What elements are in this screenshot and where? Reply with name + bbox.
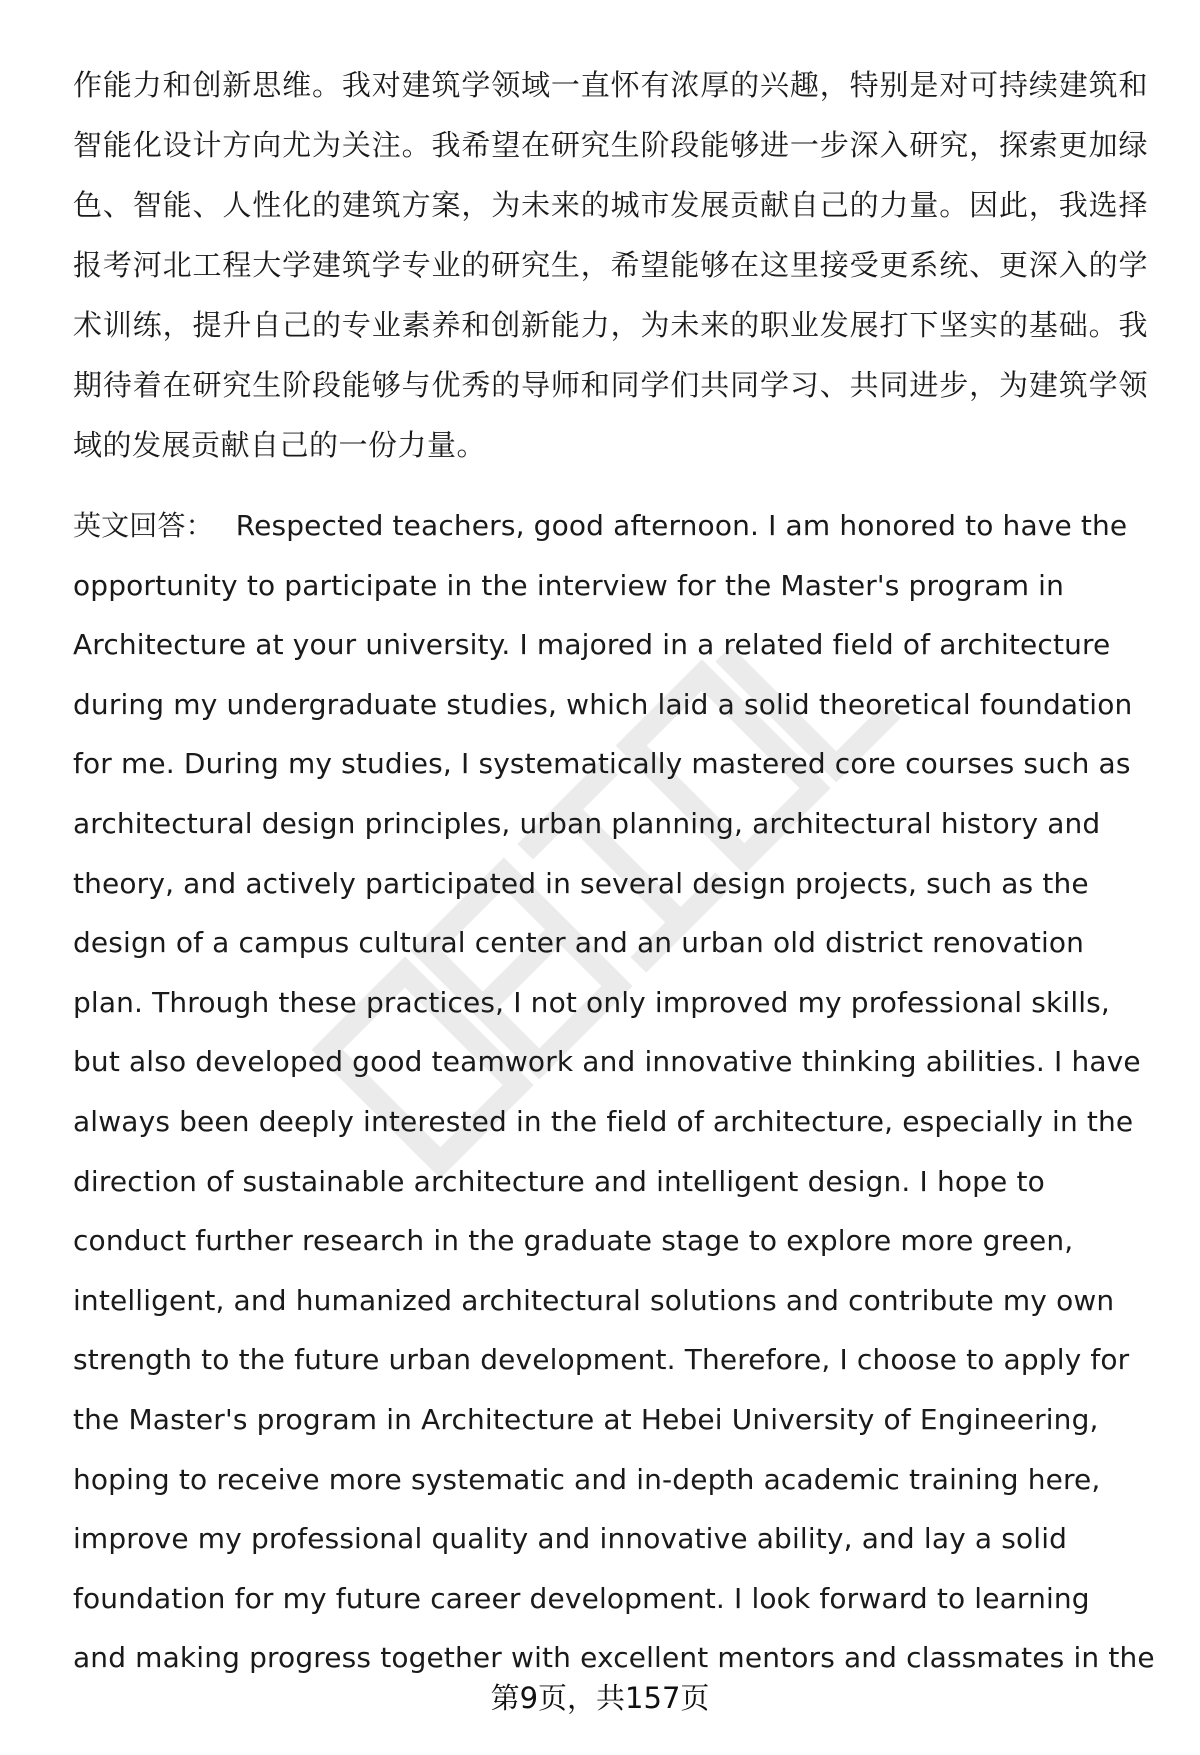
chinese-answer-paragraph — [73, 55, 1148, 475]
chinese-text-line: 期待着在研究生阶段能够与优秀的导师和同学们共同学习、共同进步，为建筑学领 — [73, 368, 1148, 402]
english-text-line: Architecture at your university. I majored in a related field of architecture — [73, 628, 1111, 662]
chinese-text-line: 域的发展贡献自己的一份力量。 — [73, 428, 487, 462]
english-text-line: plan. Through these practices, I not only improved my professional skills, — [73, 985, 1110, 1019]
english-text-line: improve my professional quality and innovative ability, and lay a solid — [73, 1522, 1068, 1556]
english-answer-label: 英文回答： — [73, 509, 214, 542]
page-number-footer: 第9页，共157页 — [490, 1681, 710, 1715]
english-text-line: always been deeply interested in the field of architecture, especially in the — [73, 1104, 1134, 1138]
english-text-line: strength to the future urban development. Therefore, I choose to apply for — [73, 1343, 1130, 1377]
chinese-text-line: 色、智能、人性化的建筑方案，为未来的城市发展贡献自己的力量。因此，我选择 — [73, 188, 1148, 222]
english-answer-paragraph — [73, 496, 1158, 1688]
english-text-line: foundation for my future career development. I look forward to learning — [73, 1581, 1090, 1615]
english-text-span: Respected teachers, good afternoon. I am honored to have the — [235, 509, 1128, 542]
english-text-line: theory, and actively participated in several design projects, such as the — [73, 866, 1089, 900]
english-text-line: opportunity to participate in the interview for the Master's program in — [73, 568, 1064, 602]
english-text-line: design of a campus cultural center and an urban old district renovation — [73, 926, 1085, 960]
english-text-line: for me. During my studies, I systematically mastered core courses such as — [73, 747, 1131, 781]
english-text-line — [73, 496, 1158, 556]
english-text-line: intelligent, and humanized architectural solutions and contribute my own — [73, 1283, 1115, 1317]
english-text-line: hoping to receive more systematic and in-depth academic training here, — [73, 1462, 1101, 1496]
english-text-line: the Master's program in Architecture at Hebei University of Engineering, — [73, 1402, 1099, 1436]
english-text-line: but also developed good teamwork and innovative thinking abilities. I have — [73, 1045, 1141, 1079]
english-text-line: during my undergraduate studies, which laid a solid theoretical foundation — [73, 687, 1133, 721]
chinese-text-line: 术训练，提升自己的专业素养和创新能力，为未来的职业发展打下坚实的基础。我 — [73, 308, 1148, 342]
english-text-line: direction of sustainable architecture and intelligent design. I hope to — [73, 1164, 1045, 1198]
english-text-line: conduct further research in the graduate stage to explore more green, — [73, 1224, 1074, 1258]
chinese-text-line: 报考河北工程大学建筑学专业的研究生，希望能够在这里接受更系统、更深入的学 — [73, 248, 1148, 282]
english-text-line: and making progress together with excellent mentors and classmates in the — [73, 1641, 1155, 1675]
english-text-line: architectural design principles, urban planning, architectural history and — [73, 806, 1101, 840]
chinese-text-line: 作能力和创新思维。我对建筑学领域一直怀有浓厚的兴趣，特别是对可持续建筑和 — [73, 68, 1148, 102]
chinese-text-line: 智能化设计方向尤为关注。我希望在研究生阶段能够进一步深入研究，探索更加绿 — [73, 128, 1148, 162]
